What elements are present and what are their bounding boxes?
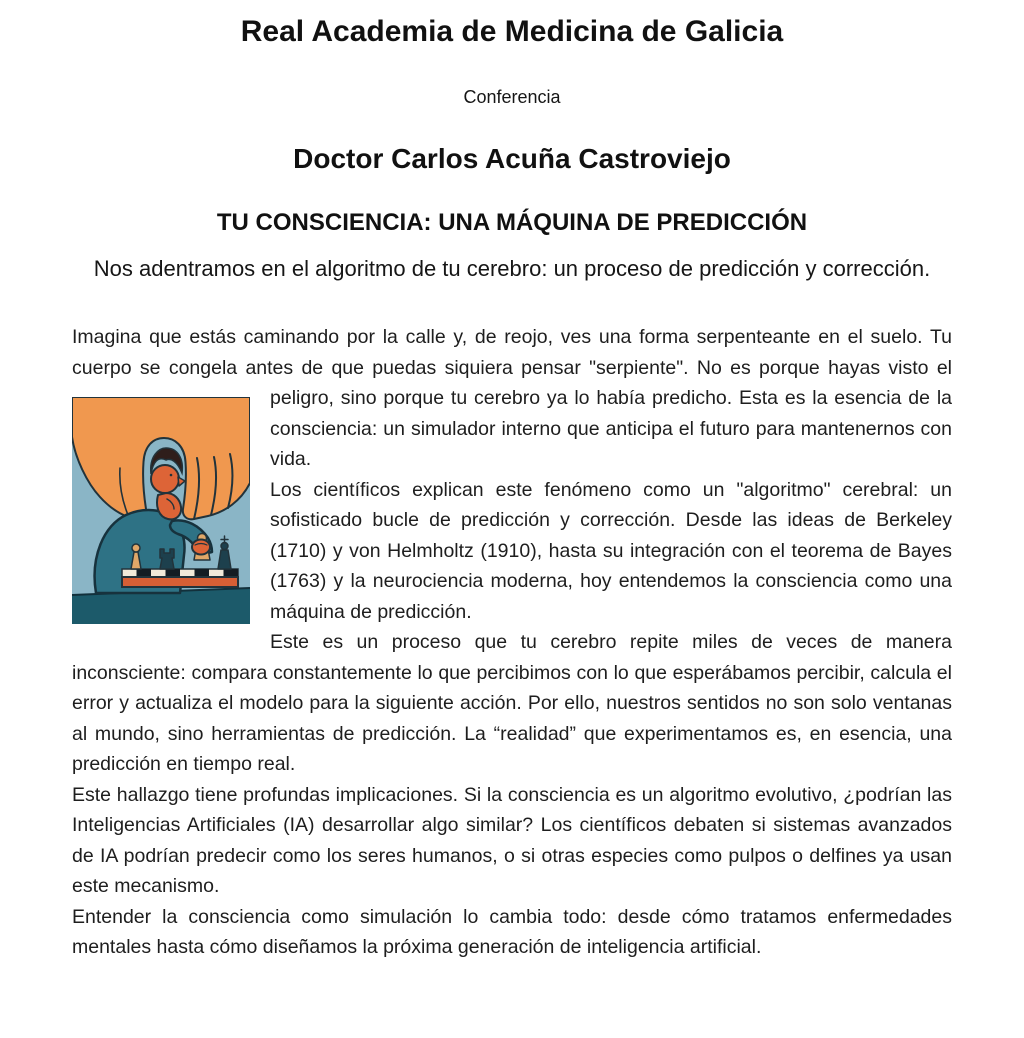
- talk-subtitle: Nos adentramos en el algoritmo de tu cerebro: un proceso de predicción y corrección.: [93, 256, 931, 281]
- paragraph-3: Este es un proceso que tu cerebro repite miles de veces de manera inconsciente: compara constantemente lo que percibimos con lo que esperábamos percibir, calcula el error y actualiza el modelo para la siguiente acción. Por ello, nuestros sentidos no son solo ventanas al mundo, sino herramientas de predicción. La “realidad” que experimentamos es, en esencia, una predicción en tiempo real.: [72, 631, 952, 775]
- speaker-name: Doctor Carlos Acuña Castroviejo: [293, 143, 731, 174]
- document-page: [0, 14, 1024, 1038]
- paragraph-5: Entender la consciencia como simulación lo cambia todo: desde cómo tratamos enfermedades mentales hasta cómo diseñamos la próxima generación de inteligencia artificial.: [72, 905, 952, 958]
- chess-hand-illustration-svg: [72, 397, 250, 624]
- talk-title: TU CONSCIENCIA: UNA MÁQUINA DE PREDICCIÓN: [216, 209, 808, 236]
- paragraph-1: Imagina que estás caminando por la calle y, de reojo, ves una forma serpenteante en el suelo. Tu cuerpo se congela antes de que puedas siquiera pensar "serpiente". No es porque hayas visto el peligro, sino porque tu cerebro ya lo había predicho. Esta es la esencia de la consciencia: un simulador interno que anticipa el futuro para mantenernos con vida.: [72, 326, 952, 470]
- chess-hand-illustration: [72, 397, 250, 624]
- event-type-label: Conferencia: [463, 87, 561, 107]
- paragraph-2: Los científicos explican este fenómeno como un "algoritmo" cerebral: un sofisticado bucle de predicción y corrección. Desde las ideas de Berkeley (1710) y von Helmholtz (1910), hasta su integración con el teorema de Bayes (1763) y la neurociencia moderna, hoy entendemos la consciencia como una máquina de predicción.: [270, 478, 952, 623]
- article-body: [72, 322, 952, 963]
- paragraph-4: Este hallazgo tiene profundas implicaciones. Si la consciencia es un algoritmo evolutivo, ¿podrían las Inteligencias Artificiales (IA) desarrollar algo similar? Los científicos debaten si sistemas avanzados de IA podrían predecir como los seres humanos, o si otras especies como pulpos o delfines ya usan este mecanismo.: [72, 783, 952, 897]
- institution-title: Real Academia de Medicina de Galicia: [240, 15, 784, 48]
